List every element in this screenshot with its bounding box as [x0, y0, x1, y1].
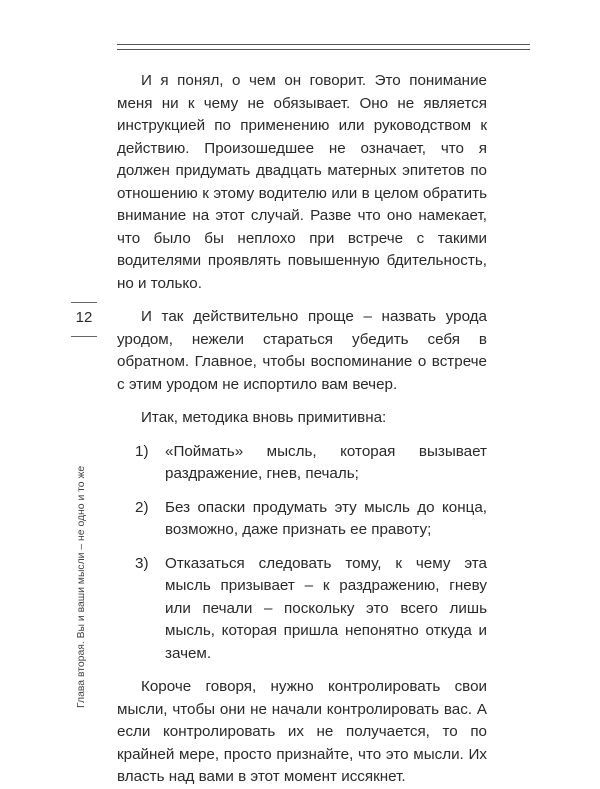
page-number-rule-bottom — [71, 336, 97, 337]
list-item-number: 3) — [135, 554, 149, 572]
paragraph: И я понял, о чем он говорит. Это понимание меня ни к чему не обязывает. Оно не является инструкцией по применению или руководством к действию. Произошедшее не означает, что я должен придумать двадцать матерных эпитетов по отношению к этому водителю или в целом обратить внимание на этот случай. Разве что оно намекает, что было бы неплохо при встрече с такими водителями проявлять повышенную бдительность, но и только. — [117, 72, 487, 292]
list-item-text: Без опаски продумать эту мысль до конца, возможно, даже признать ее правоту; — [165, 498, 487, 538]
list-item-number: 1) — [135, 442, 149, 460]
list-item-text: «Поймать» мысль, которая вызывает раздражение, гнев, печаль; — [165, 442, 487, 482]
list-item-number: 2) — [135, 498, 149, 516]
method-list — [117, 441, 487, 666]
paragraph: Короче говоря, нужно контролировать свои мысли, чтобы они не начали контролировать вас. А если контролировать их не получается, то по крайней мере, просто признайте, что это мысли. Их власть над вами в этот момент иссякнет. — [117, 678, 487, 785]
list-item — [117, 441, 487, 486]
running-header: Глава вторая. Вы и ваши мысли – не одно и то же — [76, 465, 87, 708]
page-number: 12 — [75, 309, 93, 326]
body-text — [117, 70, 487, 789]
top-rule-second — [117, 49, 530, 50]
paragraph: Итак, методика вновь примитивна: — [141, 409, 387, 426]
paragraph: И так действительно проще – назвать урода уродом, нежели стараться убедить себя в обратном. Главное, чтобы воспоминание о встрече с этим уродом не испортило вам вечер. — [117, 308, 487, 393]
list-item — [117, 553, 487, 666]
list-item — [117, 497, 487, 542]
page-number-rule-top — [71, 302, 97, 303]
list-item-text: Отказаться следовать тому, к чему эта мысль призывает – к раздражению, гневу или печали – поскольку это всего лишь мысль, которая пришла непонятно откуда и зачем. — [165, 554, 487, 662]
top-rule — [117, 44, 530, 45]
